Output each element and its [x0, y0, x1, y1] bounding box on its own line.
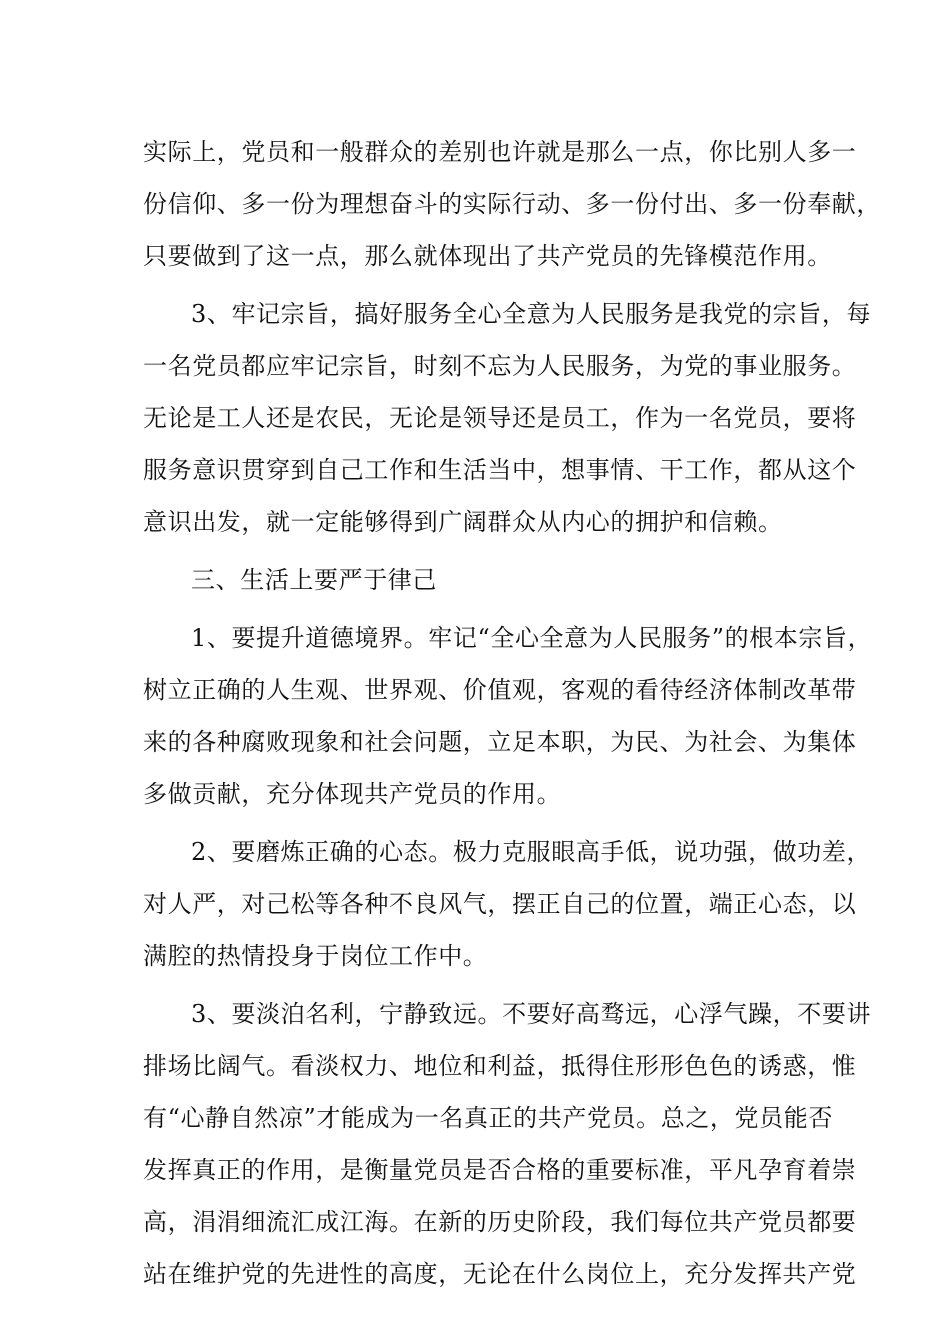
text-line: 树立正确的人生观、世界观、价值观，客观的看待经济体制改革带	[143, 676, 857, 704]
section-heading: 三、生活上要严于律己	[191, 566, 437, 594]
text-line: 意识出发，就一定能够得到广阔群众从内心的拥护和信赖。	[143, 508, 783, 536]
text-line: 服务意识贯穿到自己工作和生活当中，想事情、干工作，都从这个	[143, 456, 857, 484]
text-line: 发挥真正的作用，是衡量党员是否合格的重要标准，平凡孕育着崇	[143, 1156, 857, 1184]
text-line: 无论是工人还是农民，无论是领导还是员工，作为一名党员，要将	[143, 404, 857, 432]
text-line: 排场比阔气。看淡权力、地位和利益，抵得住形形色色的诱惑，惟	[143, 1052, 857, 1080]
text-line: 只要做到了这一点，那么就体现出了共产党员的先锋模范作用。	[143, 242, 832, 270]
text-line: 一名党员都应牢记宗旨，时刻不忘为人民服务，为党的事业服务。	[143, 352, 857, 380]
text-line: 实际上，党员和一般群众的差别也许就是那么一点，你比别人多一	[143, 138, 857, 166]
text-line: 有“心静自然凉”才能成为一名真正的共产党员。总之，党员能否	[143, 1104, 833, 1132]
text-line: 高，涓涓细流汇成江海。在新的历史阶段，我们每位共产党员都要	[143, 1208, 857, 1236]
paragraph-start-line: 1、要提升道德境界。牢记“全心全意为人民服务”的根本宗旨，	[191, 624, 873, 652]
paragraph-start-line: 3、牢记宗旨，搞好服务全心全意为人民服务是我党的宗旨，每	[191, 300, 872, 328]
text-line: 来的各种腐败现象和社会问题，立足本职，为民、为社会、为集体	[143, 728, 857, 756]
paragraph-start-line: 2、要磨炼正确的心态。极力克服眼高手低，说功强，做功差，	[191, 838, 872, 866]
text-line: 份信仰、多一份为理想奋斗的实际行动、多一份付出、多一份奉献，	[143, 190, 881, 218]
paragraph-start-line: 3、要淡泊名利，宁静致远。不要好高骛远，心浮气躁，不要讲	[191, 1000, 872, 1028]
text-line: 满腔的热情投身于岗位工作中。	[143, 942, 488, 970]
text-line: 多做贡献，充分体现共产党员的作用。	[143, 780, 562, 808]
text-line: 对人严，对己松等各种不良风气，摆正自己的位置，端正心态，以	[143, 890, 857, 918]
text-line: 站在维护党的先进性的高度，无论在什么岗位上，充分发挥共产党	[143, 1260, 857, 1288]
